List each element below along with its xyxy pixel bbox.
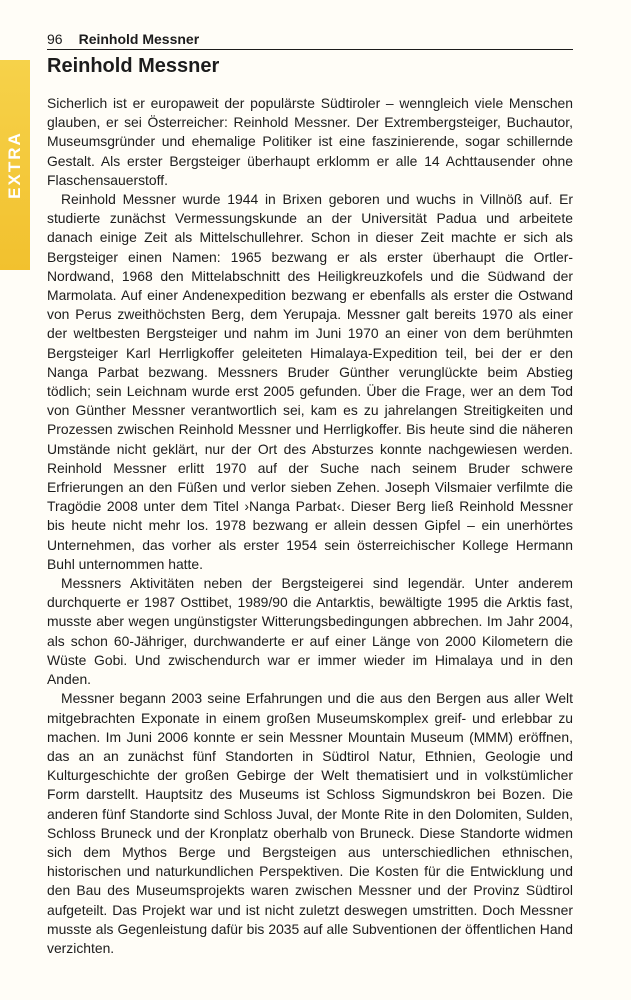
section-tab-label: EXTRA bbox=[5, 131, 24, 199]
paragraph-museum: Messner begann 2003 seine Erfahrungen und die aus den Bergen aus aller Welt mitgebrachten Exponate in einem großen Museumskomplex greif- und erlebbar zu machen. Im Juni 2006 konnte er sein Messner Mountain Museum (MMM) eröffnen, das an an zunächst fünf Standorten in Südtirol Natur, Ethnien, Geologie und Kulturgeschichte der großen Gebirge der Welt thematisiert und in volkstümlicher Form darstellt. Hauptsitz des Museums ist Schloss Sigmundskron bei Bozen. Die anderen fünf Standorte sind Schloss Juval, der Monte Rite in den Dolomiten, Sulden, Schloss Bruneck und der Kronplatz oberhalb von Bruneck. Diese Standorte widmen sich dem Mythos Berge und Bergsteigen aus unterschiedlichen ethnischen, historischen und naturkundlichen Perspektiven. Die Kosten für die Entwicklung und den Bau des Museumsprojekts waren zwischen Messner und der Provinz Südtirol aufgeteilt. Das Projekt war und ist nicht zuletzt deswegen umstritten. Doch Messner musste als Gegenleistung dafür bis 2035 auf alle Subventionen der öffentlichen Hand verzichten. bbox=[47, 690, 573, 956]
paragraph-activities: Messners Aktivitäten neben der Bergsteigerei sind legendär. Unter anderem durchquerte er 1987 Osttibet, 1989/90 die Antarktis, bewältigte 1995 die Arktis fast, musste aber wegen ungünstigster Witterungsbedingungen abbrechen. Im Jahr 2004, als schon 60-Jähriger, durchwanderte er auf einer Länge von 2000 Kilometern die Wüste Gobi. Und zwischendurch war er immer wieder im Himalaya und in den Anden. bbox=[47, 575, 573, 688]
running-header bbox=[47, 29, 573, 50]
section-tab-extra bbox=[0, 60, 30, 270]
article-title: Reinhold Messner bbox=[47, 55, 220, 77]
page-number: 96 bbox=[47, 31, 63, 47]
paragraph-biography: Reinhold Messner wurde 1944 in Brixen geboren und wuchs in Villnöß auf. Er studierte zunächst Vermessungskunde an der Universität Padua und arbeitete danach einige Zeit als Mittelschullehrer. Schon in dieser Zeit machte er sich als Bergsteiger einen Namen: 1965 bezwang er als erster überhaupt die Ortler-Nordwand, 1968 den Mittelabschnitt des Heiligkreuzkofels und die Südwand der Marmolata. Auf einer Andenexpedition bezwang er ebenfalls als erster die Ostwand von Perus zweithöchsten Berg, dem Yerupaja. Messner galt bereits 1970 als einer der weltbesten Bergsteiger und nahm im Juni 1970 an einer von dem berühmten Bergsteiger Karl Herrligkoffer geleiteten Himalaya-Expedition teil, bei der er den Nanga Parbat bezwang. Messners Bruder Günther verunglückte beim Abstieg tödlich; sein Leichnam wurde erst 2005 gefunden. Über die Frage, wer an dem Tod von Günther Messner verantwortlich sei, kam es zu jahrelangen Streitigkeiten und Prozessen zwischen Reinhold Messner und Herrligkoffer. Bis heute sind die näheren Umstände nicht geklärt, nur der Ort des Absturzes konnte nachgewiesen werden. Reinhold Messner erlitt 1970 auf der Suche nach seinem Bruder schwere Erfrierungen an den Füßen und verlor sieben Zehen. Joseph Vilsmaier verfilmte die Tragödie 2008 unter dem Titel ›Nanga Parbat‹. Dieser Berg ließ Reinhold Messner bis heute nicht mehr los. 1978 bezwang er allein dessen Gipfel – ein unerhörtes Unternehmen, das vorher als erster 1954 sein österreichischer Kollege Hermann Buhl unternommen hatte. bbox=[47, 191, 573, 572]
running-title: Reinhold Messner bbox=[78, 31, 200, 47]
article-body bbox=[47, 94, 573, 958]
paragraph-intro: Sicherlich ist er europaweit der populärste Südtiroler – wenngleich viele Menschen glauben, er sei Österreicher: Reinhold Messner. Der Extrembergsteiger, Buchautor, Museumsgründer und ehemalige Politiker ist eine faszinierende, sogar schillernde Gestalt. Als erster Bergsteiger überhaupt erklomm er alle 14 Achttausender ohne Flaschensauerstoff. bbox=[47, 95, 573, 188]
